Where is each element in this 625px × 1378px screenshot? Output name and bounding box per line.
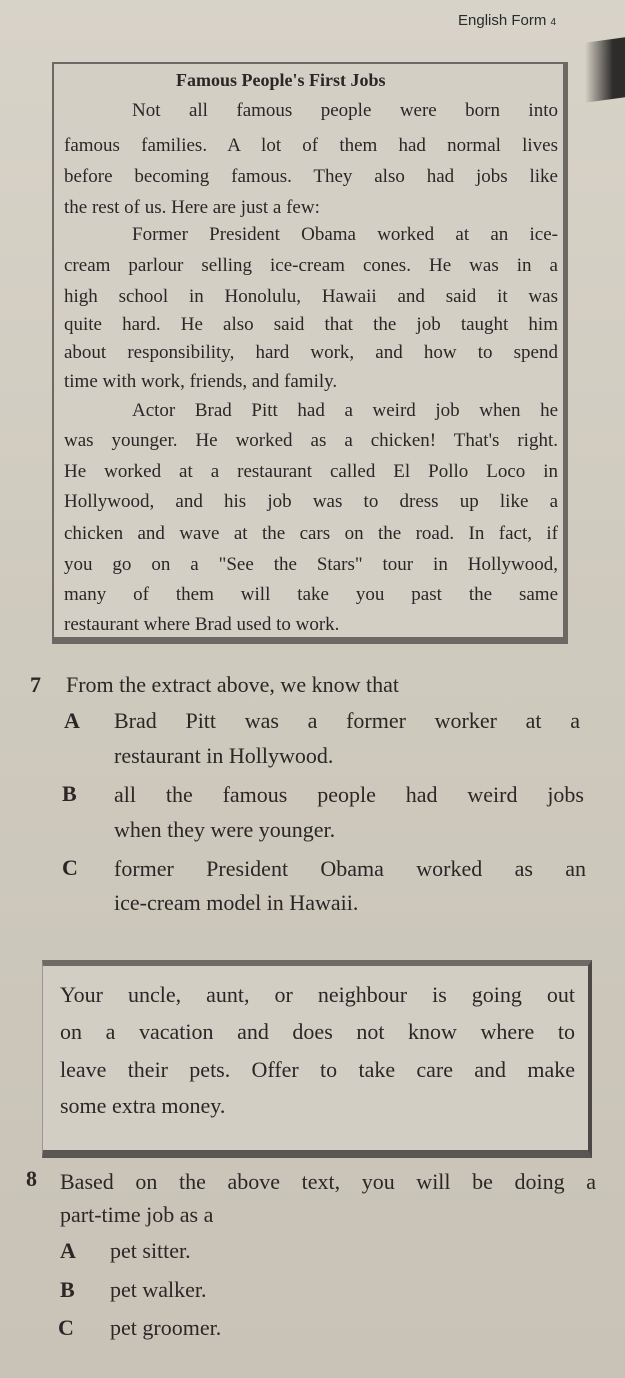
header-subject: English Form	[458, 12, 547, 29]
notice-line: some extra money.	[60, 1093, 226, 1118]
option-7a-line: restaurant in Hollywood.	[114, 743, 334, 768]
question-8-number: 8	[26, 1166, 37, 1191]
notice-line: on a vacation and does not know where to	[60, 1019, 575, 1044]
option-7b-letter: B	[62, 781, 77, 806]
article-line: Former President Obama worked at an ice-	[132, 224, 558, 245]
option-8c-text: pet groomer.	[110, 1315, 222, 1340]
article-line: many of them will take you past the same	[64, 584, 558, 605]
article-line: about responsibility, hard work, and how to spend	[64, 342, 558, 363]
option-7c-line: ice-cream model in Hawaii.	[114, 890, 359, 915]
article-line: Actor Brad Pitt had a weird job when he	[132, 400, 558, 421]
option-7c-line: former President Obama worked as an	[114, 856, 586, 881]
notice-line: leave their pets. Offer to take care and make	[60, 1057, 575, 1082]
article-line: Hollywood, and his job was to dress up like a	[64, 491, 558, 512]
article-line: famous families. A lot of them had normal lives	[64, 135, 558, 156]
question-8-stem-line: Based on the above text, you will be doing a	[60, 1169, 596, 1194]
article-line: the rest of us. Here are just a few:	[64, 197, 320, 218]
option-8a-text: pet sitter.	[110, 1238, 191, 1263]
notice-line: Your uncle, aunt, or neighbour is going out	[60, 982, 575, 1007]
article-line: high school in Honolulu, Hawaii and said it was	[64, 286, 558, 307]
article-line: quite hard. He also said that the job taught him	[64, 314, 558, 335]
page-edge-shadow	[585, 37, 625, 103]
article-line: He worked at a restaurant called El Pollo Loco in	[64, 461, 558, 482]
option-8a-letter: A	[60, 1238, 76, 1263]
article-line: Not all famous people were born into	[132, 100, 558, 121]
article-line: restaurant where Brad used to work.	[64, 614, 340, 635]
option-7a-line: Brad Pitt was a former worker at a	[114, 708, 580, 733]
option-7b-line: when they were younger.	[114, 817, 336, 842]
option-7a-letter: A	[64, 708, 80, 733]
option-7b-line: all the famous people had weird jobs	[114, 782, 584, 807]
article-line: you go on a "See the Stars" tour in Hollywood,	[64, 554, 558, 575]
article-line: was younger. He worked as a chicken! That's right.	[64, 430, 558, 451]
option-8c-letter: C	[58, 1315, 74, 1340]
article-line: time with work, friends, and family.	[64, 371, 338, 392]
article-title: Famous People's First Jobs	[176, 70, 386, 90]
option-8b-letter: B	[60, 1277, 75, 1302]
option-7c-letter: C	[62, 855, 78, 880]
page-header	[458, 12, 556, 29]
question-7-number: 7	[30, 672, 41, 697]
question-7-stem: From the extract above, we know that	[66, 672, 399, 697]
article-line: chicken and wave at the cars on the road. In fact, if	[64, 523, 558, 544]
question-8-stem-line: part-time job as a	[60, 1202, 214, 1227]
article-line: cream parlour selling ice-cream cones. He was in a	[64, 255, 558, 276]
article-line: before becoming famous. They also had jobs like	[64, 166, 558, 187]
option-8b-text: pet walker.	[110, 1277, 207, 1302]
header-form-number: 4	[550, 17, 557, 28]
